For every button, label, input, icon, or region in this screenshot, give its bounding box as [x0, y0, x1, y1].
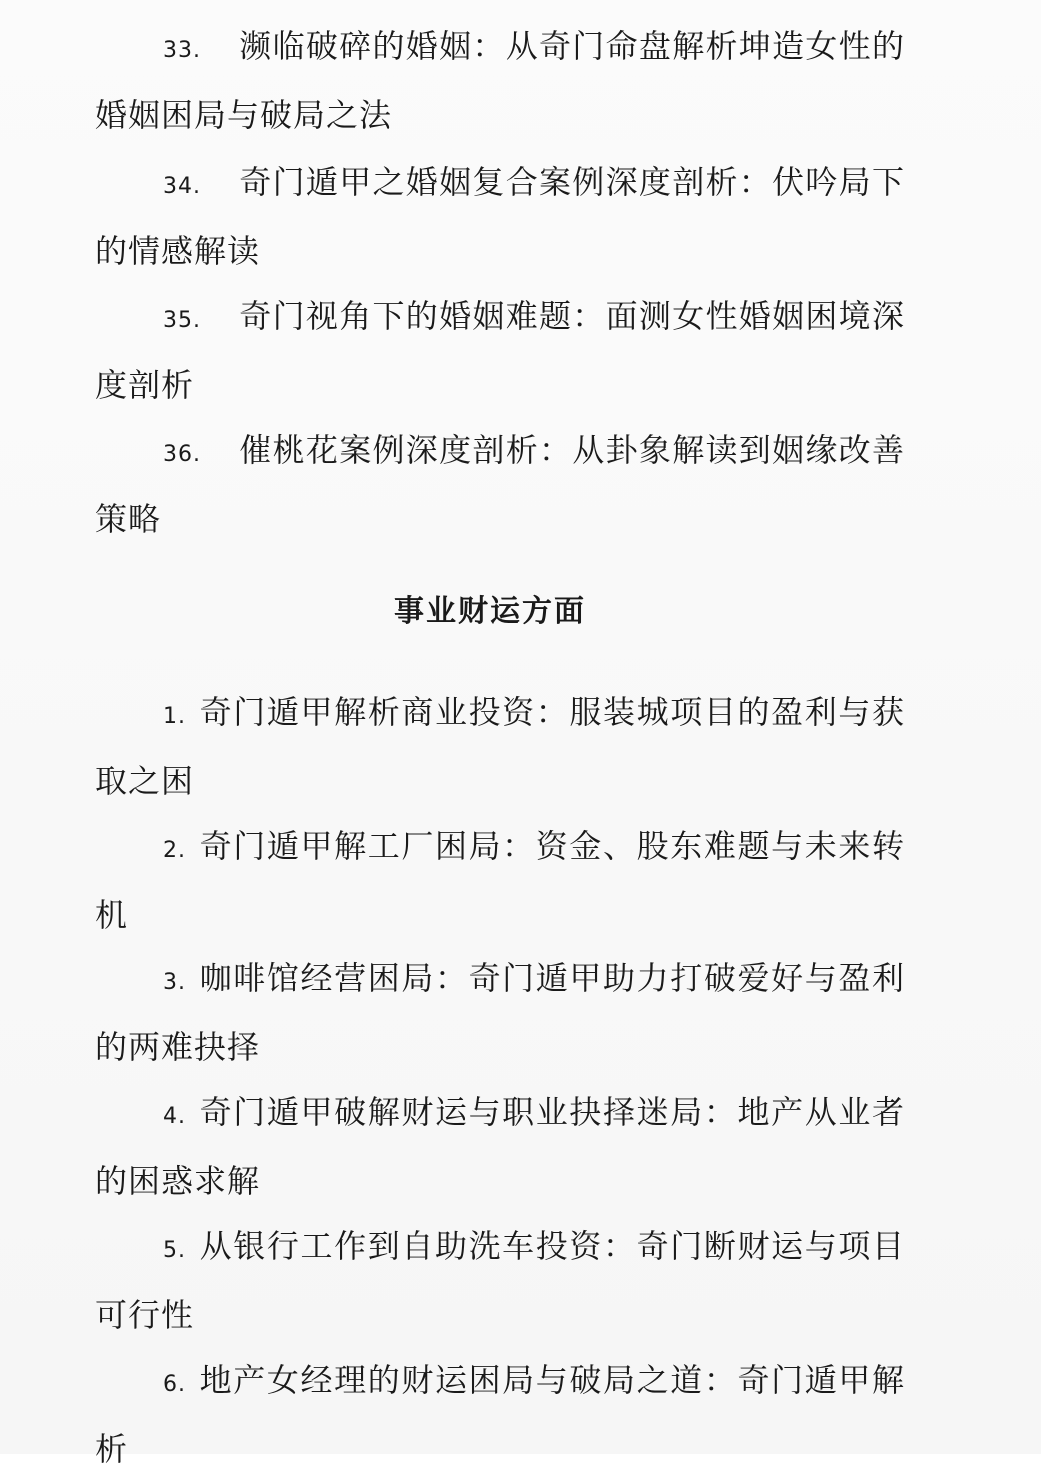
item-text: 催桃花案例深度剖析：从卦象解读到姻缘改善策略: [95, 431, 905, 538]
item-text: 奇门遁甲解工厂困局：资金、股东难题与未来转机: [95, 827, 905, 934]
item-text: 奇门遁甲破解财运与职业抉择迷局：地产从业者的困惑求解: [95, 1093, 905, 1200]
item-number: 1.: [163, 704, 186, 729]
item-text: 从银行工作到自助洗车投资：奇门断财运与项目可行性: [95, 1227, 905, 1334]
list-item: [95, 1348, 905, 1481]
list-item: [95, 284, 905, 417]
item-number: 33.: [163, 38, 201, 63]
list-item: [95, 418, 905, 551]
section-title: 事业财运方面: [394, 594, 586, 629]
list-item: [95, 1214, 905, 1347]
item-text: 濒临破碎的婚姻：从奇门命盘解析坤造女性的婚姻困局与破局之法: [95, 27, 905, 134]
item-number: 4.: [163, 1104, 186, 1129]
list-item: [95, 946, 905, 1079]
item-number: 3.: [163, 970, 186, 995]
list-item: [95, 680, 905, 813]
list-item: [95, 150, 905, 283]
item-number: 2.: [163, 838, 186, 863]
list-item: [95, 1080, 905, 1213]
item-number: 34.: [163, 174, 201, 199]
item-text: 奇门遁甲解析商业投资：服装城项目的盈利与获取之困: [95, 693, 905, 800]
item-text: 奇门遁甲之婚姻复合案例深度剖析：伏吟局下的情感解读: [95, 163, 905, 270]
item-number: 35.: [163, 308, 201, 333]
list-item: [95, 14, 905, 147]
item-number: 6.: [163, 1372, 186, 1397]
item-text: 咖啡馆经营困局：奇门遁甲助力打破爱好与盈利的两难抉择: [95, 959, 905, 1066]
item-number: 36.: [163, 442, 201, 467]
item-text: 奇门视角下的婚姻难题：面测女性婚姻困境深度剖析: [95, 297, 905, 404]
item-text: 地产女经理的财运困局与破局之道：奇门遁甲解析: [95, 1361, 905, 1468]
item-number: 5.: [163, 1238, 186, 1263]
list-item: [95, 814, 905, 947]
